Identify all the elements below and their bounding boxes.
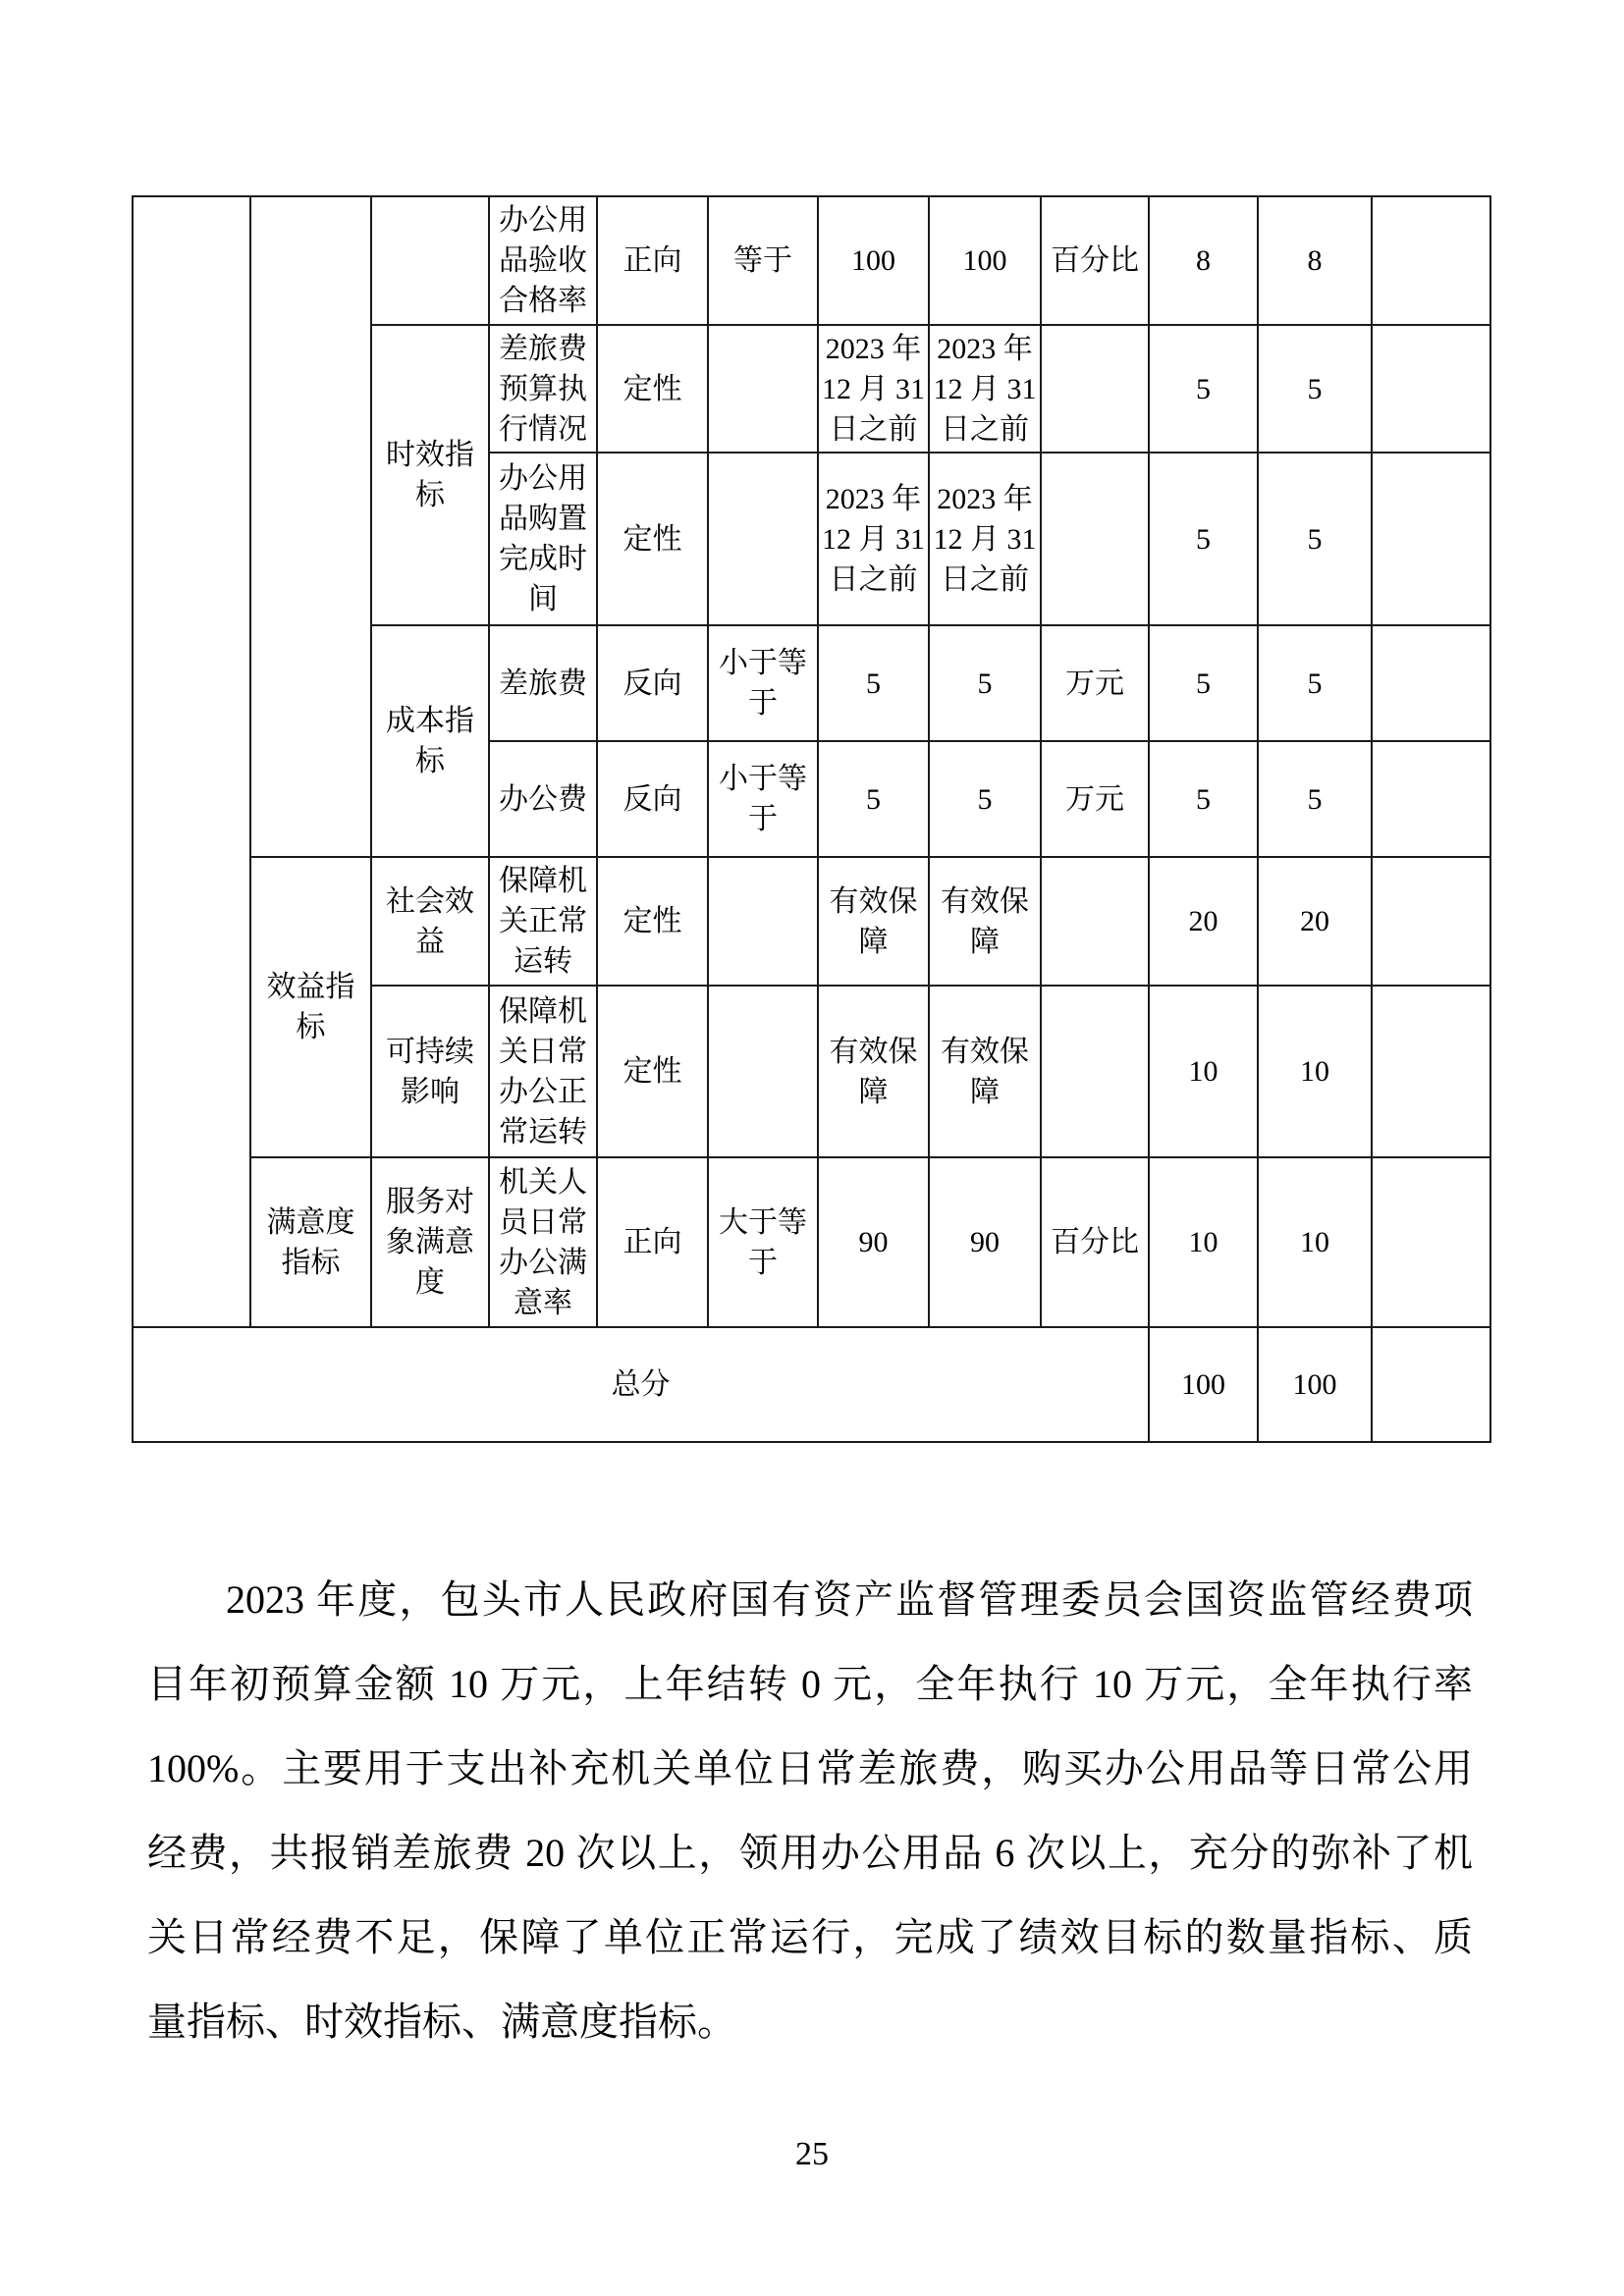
table-row [133,1157,1490,1327]
weight-score: 10 [1149,986,1258,1157]
direction: 定性 [597,857,708,986]
target-value: 2023 年 12 月 31 日之前 [818,453,929,625]
actual-score: 5 [1258,741,1372,857]
unit [1041,325,1149,453]
paragraph-line: 目年初预算金额 10 万元，上年结转 0 元，全年执行 10 万元，全年执行率 [147,1662,1473,1706]
unit: 万元 [1041,625,1149,741]
operator [708,453,818,625]
section-label-benefit: 效益指标 [250,857,371,1157]
paragraph-line: 2023 年度，包头市人民政府国有资产监督管理委员会国资监管经费项 [226,1577,1473,1622]
target-value: 有效保障 [818,986,929,1157]
actual-value: 有效保障 [929,986,1041,1157]
target-value: 5 [818,625,929,741]
target-value: 100 [818,196,929,325]
weight-score: 5 [1149,453,1258,625]
note-cell [1372,453,1490,625]
indicator-name: 办公费 [489,741,597,857]
operator: 小于等于 [708,741,818,857]
section-label-social-benefit: 社会效益 [371,857,489,986]
unit: 百分比 [1041,1157,1149,1327]
actual-score: 5 [1258,325,1372,453]
actual-score: 5 [1258,453,1372,625]
unit: 百分比 [1041,196,1149,325]
note-cell [1372,1327,1490,1442]
level2-empty-cell [250,196,371,857]
weight-score: 5 [1149,741,1258,857]
page-number: 25 [795,2136,829,2172]
operator [708,857,818,986]
summary-paragraph [147,1558,1473,2064]
total-actual-score: 100 [1258,1327,1372,1442]
total-row [133,1327,1490,1442]
indicator-name: 差旅费预算执行情况 [489,325,597,453]
note-cell [1372,857,1490,986]
direction: 反向 [597,625,708,741]
level3-empty-cell [371,196,489,325]
note-cell [1372,196,1490,325]
unit [1041,857,1149,986]
weight-score: 20 [1149,857,1258,986]
paragraph-line: 100%。主要用于支出补充机关单位日常差旅费，购买办公用品等日常公用 [147,1746,1473,1790]
direction: 定性 [597,325,708,453]
section-label-service-object: 服务对象满意度 [371,1157,489,1327]
actual-value: 2023 年 12 月 31 日之前 [929,325,1041,453]
indicator-name: 保障机关正常运转 [489,857,597,986]
section-label-time: 时效指标 [371,325,489,625]
operator: 等于 [708,196,818,325]
note-cell [1372,625,1490,741]
direction: 定性 [597,986,708,1157]
actual-score: 20 [1258,857,1372,986]
target-value: 5 [818,741,929,857]
indicator-name: 机关人员日常办公满意率 [489,1157,597,1327]
indicator-name: 差旅费 [489,625,597,741]
actual-score: 8 [1258,196,1372,325]
paragraph-line: 量指标、时效指标、满意度指标。 [147,2000,736,2044]
actual-value: 5 [929,741,1041,857]
direction: 反向 [597,741,708,857]
actual-value: 2023 年 12 月 31 日之前 [929,453,1041,625]
paragraph-line: 经费，共报销差旅费 20 次以上，领用办公用品 6 次以上，充分的弥补了机 [147,1831,1473,1875]
note-cell [1372,1157,1490,1327]
target-value: 有效保障 [818,857,929,986]
actual-value: 100 [929,196,1041,325]
note-cell [1372,986,1490,1157]
actual-value: 5 [929,625,1041,741]
operator [708,325,818,453]
direction: 正向 [597,1157,708,1327]
actual-score: 10 [1258,986,1372,1157]
indicator-name: 办公用品购置完成时间 [489,453,597,625]
table-row [133,196,1490,325]
weight-score: 8 [1149,196,1258,325]
level1-empty-cell [133,196,250,1327]
unit [1041,986,1149,1157]
operator [708,986,818,1157]
section-label-satisfaction: 满意度指标 [250,1157,371,1327]
operator: 小于等于 [708,625,818,741]
unit: 万元 [1041,741,1149,857]
unit [1041,453,1149,625]
weight-score: 5 [1149,625,1258,741]
direction: 定性 [597,453,708,625]
target-value: 90 [818,1157,929,1327]
paragraph-line: 关日常经费不足，保障了单位正常运行，完成了绩效目标的数量指标、质 [147,1915,1473,1959]
section-label-cost: 成本指标 [371,625,489,857]
actual-score: 10 [1258,1157,1372,1327]
section-label-sustainable: 可持续影响 [371,986,489,1157]
total-weight-score: 100 [1149,1327,1258,1442]
actual-score: 5 [1258,625,1372,741]
actual-value: 90 [929,1157,1041,1327]
weight-score: 5 [1149,325,1258,453]
target-value: 2023 年 12 月 31 日之前 [818,325,929,453]
indicator-name: 保障机关日常办公正常运转 [489,986,597,1157]
actual-value: 有效保障 [929,857,1041,986]
indicator-name: 办公用品验收合格率 [489,196,597,325]
weight-score: 10 [1149,1157,1258,1327]
direction: 正向 [597,196,708,325]
note-cell [1372,741,1490,857]
performance-indicators-table [132,195,1491,1443]
operator: 大于等于 [708,1157,818,1327]
table-row [133,857,1490,986]
note-cell [1372,325,1490,453]
total-label: 总分 [133,1327,1149,1442]
